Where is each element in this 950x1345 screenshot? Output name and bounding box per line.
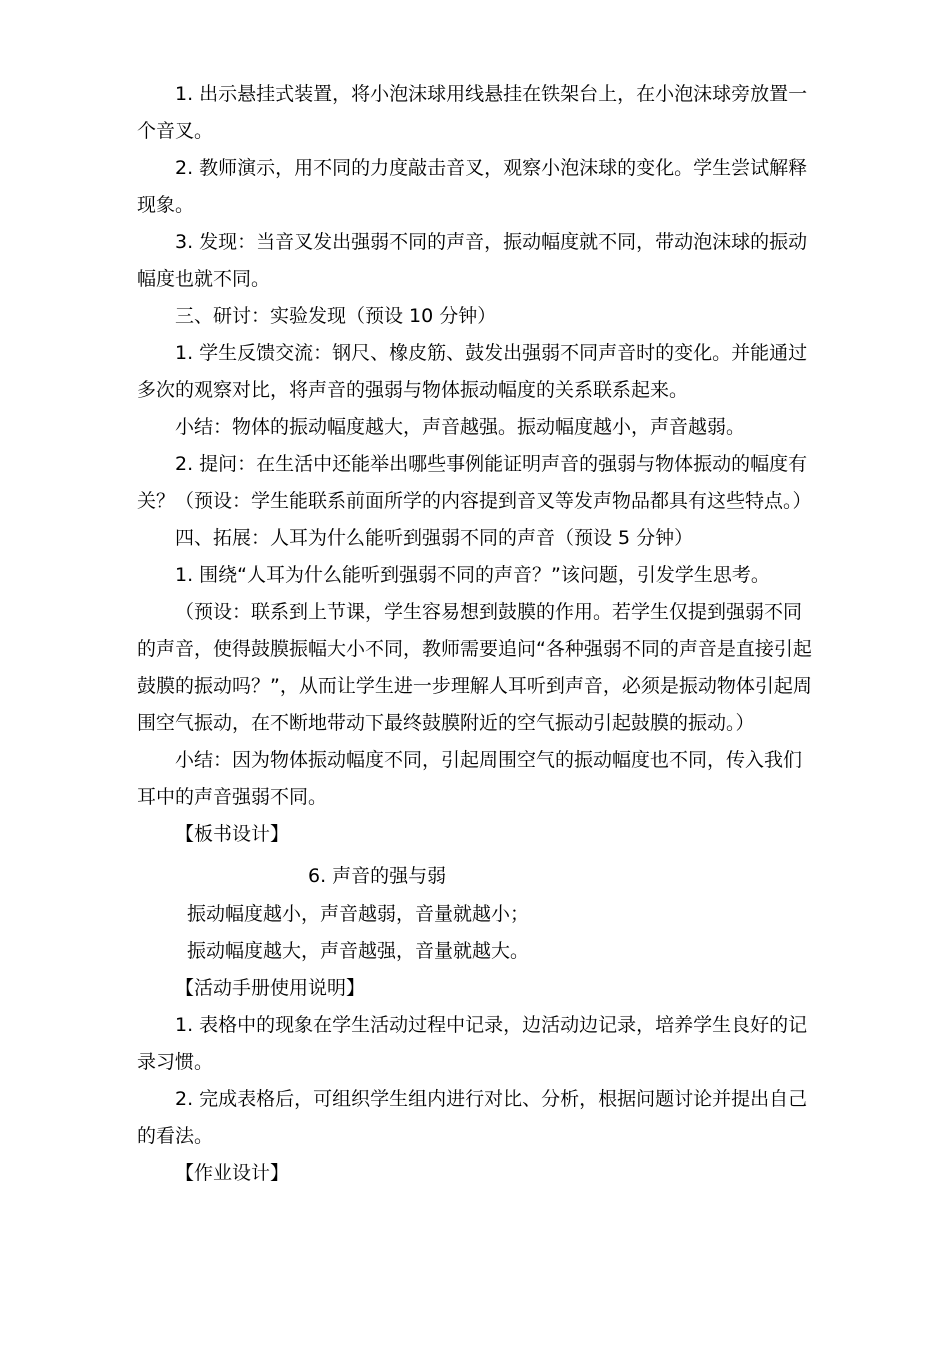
board-line-2: 振动幅度越大，声音越强，音量就越大。 (187, 940, 530, 962)
paragraph-manual-2: 2. 完成表格后，可组织学生组内进行对比、分析，根据问题讨论并提出自己的看法。 (137, 1088, 808, 1147)
section-heading-extension: 四、拓展：人耳为什么能听到强弱不同的声音（预设 5 分钟） (175, 527, 694, 549)
paragraph-summary-2: 小结：因为物体振动幅度不同，引起周围空气的振动幅度也不同，传入我们耳中的声音强弱不同。 (137, 749, 803, 808)
body-section-2 (137, 970, 813, 1192)
body-section-1 (137, 76, 813, 853)
paragraph-manual-1: 1. 表格中的现象在学生活动过程中记录，边活动边记录，培养学生良好的记录习惯。 (137, 1014, 808, 1073)
paragraph-question: 2. 提问：在生活中还能举出哪些事例能证明声音的强弱与物体振动的幅度有关？（预设：学生能联系前面所学的内容提到音叉等发声物品都具有这些特点。） (137, 453, 812, 512)
paragraph-summary-1: 小结：物体的振动幅度越大，声音越强。振动幅度越小，声音越弱。 (175, 416, 746, 438)
paragraph-ear-question: 1. 围绕“人耳为什么能听到强弱不同的声音？”该问题，引发学生思考。 (175, 564, 770, 586)
paragraph-step-3: 3. 发现：当音叉发出强弱不同的声音，振动幅度就不同，带动泡沫球的振动幅度也就不同。 (137, 231, 808, 290)
board-title: 6. 声音的强与弱 (308, 865, 447, 887)
heading-board-design: 【板书设计】 (175, 823, 290, 845)
heading-activity-manual: 【活动手册使用说明】 (175, 977, 366, 999)
paragraph-preset-eardrum: （预设：联系到上节课，学生容易想到鼓膜的作用。若学生仅提到强弱不同的声音，使得鼓膜振幅大小不同，教师需要追问“各种强弱不同的声音是直接引起鼓膜的振动吗？”，从而让学生进一步理解人耳听到声音，必须是振动物体引起周围空气振动，在不断地带动下最终鼓膜附近的空气振动引起鼓膜的振动。） (137, 601, 812, 734)
paragraph-feedback: 1. 学生反馈交流：钢尺、橡皮筋、鼓发出强弱不同声音时的变化。并能通过多次的观察对比，将声音的强弱与物体振动幅度的关系联系起来。 (137, 342, 808, 401)
paragraph-step-1: 1. 出示悬挂式装置，将小泡沫球用线悬挂在铁架台上，在小泡沫球旁放置一个音叉。 (137, 83, 808, 142)
heading-homework-design: 【作业设计】 (175, 1162, 290, 1184)
paragraph-step-2: 2. 教师演示，用不同的力度敲击音叉，观察小泡沫球的变化。学生尝试解释现象。 (137, 157, 808, 216)
section-heading-discussion: 三、研讨：实验发现（预设 10 分钟） (175, 305, 497, 327)
board-line-1: 振动幅度越小，声音越弱，音量就越小； (187, 903, 530, 925)
